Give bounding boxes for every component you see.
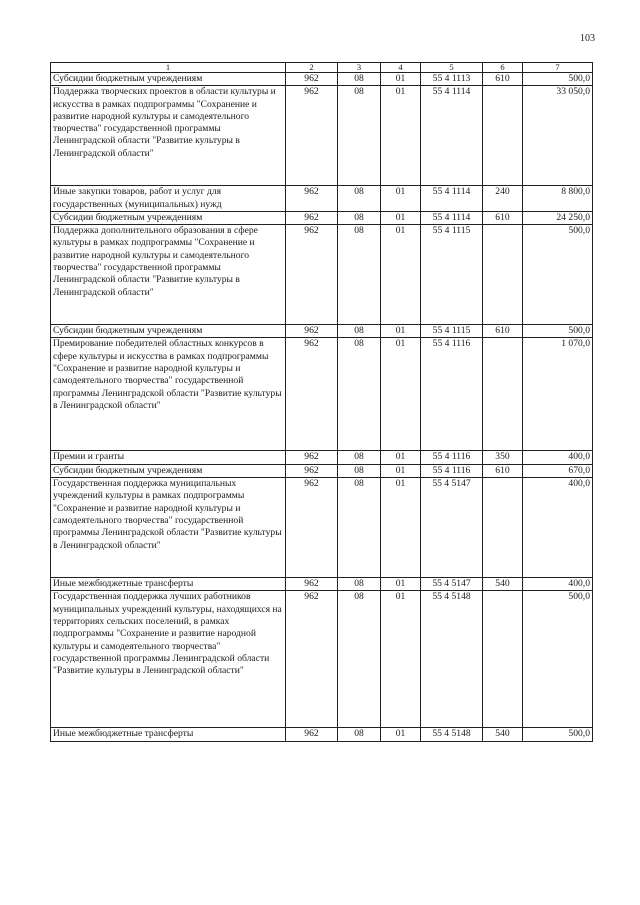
row-amount-cell: 500,0: [523, 325, 593, 338]
row-amount-cell: 400,0: [523, 578, 593, 591]
row-subsection-cell: 01: [381, 325, 421, 338]
column-header: 5: [421, 63, 483, 73]
row-expense-type-cell: [483, 86, 523, 186]
row-ministry-cell: 962: [286, 464, 338, 477]
row-target-code-cell: 55 4 1115: [421, 225, 483, 325]
row-name-cell: Иные закупки товаров, работ и услуг для государственных (муниципальных) нужд: [51, 186, 286, 212]
row-name-cell: Субсидии бюджетным учреждениям: [51, 73, 286, 86]
page-number: 103: [580, 33, 595, 44]
row-ministry-cell: 962: [286, 728, 338, 741]
row-expense-type-cell: 350: [483, 451, 523, 464]
row-expense-type-cell: [483, 225, 523, 325]
column-header: 4: [381, 63, 421, 73]
row-subsection-cell: 01: [381, 451, 421, 464]
row-subsection-cell: 01: [381, 73, 421, 86]
row-amount-cell: 670,0: [523, 464, 593, 477]
row-expense-type-cell: [483, 591, 523, 728]
row-amount-cell: 8 800,0: [523, 186, 593, 212]
row-name-cell: Субсидии бюджетным учреждениям: [51, 464, 286, 477]
row-subsection-cell: 01: [381, 338, 421, 451]
row-expense-type-cell: [483, 478, 523, 578]
table-header-row: [51, 63, 593, 73]
row-target-code-cell: 55 4 1113: [421, 73, 483, 86]
row-target-code-cell: 55 4 1114: [421, 211, 483, 224]
row-expense-type-cell: 240: [483, 186, 523, 212]
row-name-cell: Субсидии бюджетным учреждениям: [51, 211, 286, 224]
row-name-cell: Государственная поддержка лучших работников муниципальных учреждений культуры, находящихся на территориях сельских поселений, в рамках подпрограммы "Сохранение и развитие народной культуры и самодеятельного творчества" государственной программы Ленинградской области "Развитие культуры в Ленинградской области": [51, 591, 286, 728]
table-row: [51, 728, 593, 741]
row-target-code-cell: 55 4 5147: [421, 578, 483, 591]
row-name-cell: Субсидии бюджетным учреждениям: [51, 325, 286, 338]
row-amount-cell: 1 070,0: [523, 338, 593, 451]
row-ministry-cell: 962: [286, 225, 338, 325]
row-section-cell: 08: [338, 728, 381, 741]
row-target-code-cell: 55 4 5148: [421, 591, 483, 728]
row-expense-type-cell: 610: [483, 464, 523, 477]
row-section-cell: 08: [338, 578, 381, 591]
table-row: [51, 591, 593, 728]
column-header: 1: [51, 63, 286, 73]
row-expense-type-cell: 610: [483, 325, 523, 338]
column-header: 2: [286, 63, 338, 73]
row-amount-cell: 500,0: [523, 728, 593, 741]
row-subsection-cell: 01: [381, 578, 421, 591]
row-expense-type-cell: 610: [483, 73, 523, 86]
row-subsection-cell: 01: [381, 464, 421, 477]
table-row: [51, 225, 593, 325]
row-section-cell: 08: [338, 211, 381, 224]
row-section-cell: 08: [338, 325, 381, 338]
row-ministry-cell: 962: [286, 325, 338, 338]
row-ministry-cell: 962: [286, 211, 338, 224]
row-subsection-cell: 01: [381, 86, 421, 186]
row-ministry-cell: 962: [286, 578, 338, 591]
row-section-cell: 08: [338, 73, 381, 86]
row-section-cell: 08: [338, 186, 381, 212]
row-subsection-cell: 01: [381, 728, 421, 741]
row-section-cell: 08: [338, 478, 381, 578]
row-expense-type-cell: 540: [483, 578, 523, 591]
row-amount-cell: 500,0: [523, 73, 593, 86]
row-name-cell: Иные межбюджетные трансферты: [51, 578, 286, 591]
row-amount-cell: 500,0: [523, 591, 593, 728]
row-name-cell: Поддержка дополнительного образования в сфере культуры в рамках подпрограммы "Сохранение и развитие народной культуры и самодеятельного творчества" государственной программы Ленинградской области "Развитие культуры в Ленинградской области": [51, 225, 286, 325]
row-section-cell: 08: [338, 86, 381, 186]
row-ministry-cell: 962: [286, 86, 338, 186]
row-ministry-cell: 962: [286, 338, 338, 451]
row-section-cell: 08: [338, 338, 381, 451]
row-ministry-cell: 962: [286, 73, 338, 86]
table-row: [51, 86, 593, 186]
row-amount-cell: 400,0: [523, 478, 593, 578]
table-row: [51, 478, 593, 578]
column-header: 6: [483, 63, 523, 73]
table-row: [51, 325, 593, 338]
table-row: [51, 451, 593, 464]
table-row: [51, 464, 593, 477]
row-target-code-cell: 55 4 1116: [421, 464, 483, 477]
row-section-cell: 08: [338, 451, 381, 464]
row-amount-cell: 500,0: [523, 225, 593, 325]
row-ministry-cell: 962: [286, 186, 338, 212]
column-header: 7: [523, 63, 593, 73]
row-subsection-cell: 01: [381, 478, 421, 578]
row-name-cell: Премии и гранты: [51, 451, 286, 464]
row-target-code-cell: 55 4 5148: [421, 728, 483, 741]
table-row: [51, 186, 593, 212]
row-expense-type-cell: 610: [483, 211, 523, 224]
row-subsection-cell: 01: [381, 591, 421, 728]
row-amount-cell: 400,0: [523, 451, 593, 464]
row-name-cell: Государственная поддержка муниципальных учреждений культуры в рамках подпрограммы "Сохранение и развитие народной культуры и самодеятельного творчества" государственной программы Ленинградской области "Развитие культуры в Ленинградской области": [51, 478, 286, 578]
row-subsection-cell: 01: [381, 225, 421, 325]
table-row: [51, 73, 593, 86]
budget-table: [50, 62, 593, 742]
row-subsection-cell: 01: [381, 186, 421, 212]
row-subsection-cell: 01: [381, 211, 421, 224]
row-target-code-cell: 55 4 1114: [421, 186, 483, 212]
budget-table-body: [51, 63, 593, 742]
row-section-cell: 08: [338, 464, 381, 477]
row-target-code-cell: 55 4 1116: [421, 338, 483, 451]
row-amount-cell: 33 050,0: [523, 86, 593, 186]
table-row: [51, 338, 593, 451]
row-section-cell: 08: [338, 225, 381, 325]
row-name-cell: Иные межбюджетные трансферты: [51, 728, 286, 741]
row-ministry-cell: 962: [286, 591, 338, 728]
row-section-cell: 08: [338, 591, 381, 728]
row-target-code-cell: 55 4 1114: [421, 86, 483, 186]
row-expense-type-cell: [483, 338, 523, 451]
row-target-code-cell: 55 4 1116: [421, 451, 483, 464]
row-target-code-cell: 55 4 5147: [421, 478, 483, 578]
row-ministry-cell: 962: [286, 451, 338, 464]
table-row: [51, 578, 593, 591]
column-header: 3: [338, 63, 381, 73]
table-row: [51, 211, 593, 224]
row-name-cell: Премирование победителей областных конкурсов в сфере культуры и искусства в рамках подпрограммы "Сохранение и развитие народной культуры и самодеятельного творчества" государственной программы Ленинградской области "Развитие культуры в Ленинградской области": [51, 338, 286, 451]
row-ministry-cell: 962: [286, 478, 338, 578]
row-amount-cell: 24 250,0: [523, 211, 593, 224]
row-name-cell: Поддержка творческих проектов в области культуры и искусства в рамках подпрограммы "Сохранение и развитие народной культуры и самодеятельного творчества" государственной программы Ленинградской области "Развитие культуры в Ленинградской области": [51, 86, 286, 186]
row-target-code-cell: 55 4 1115: [421, 325, 483, 338]
row-expense-type-cell: 540: [483, 728, 523, 741]
